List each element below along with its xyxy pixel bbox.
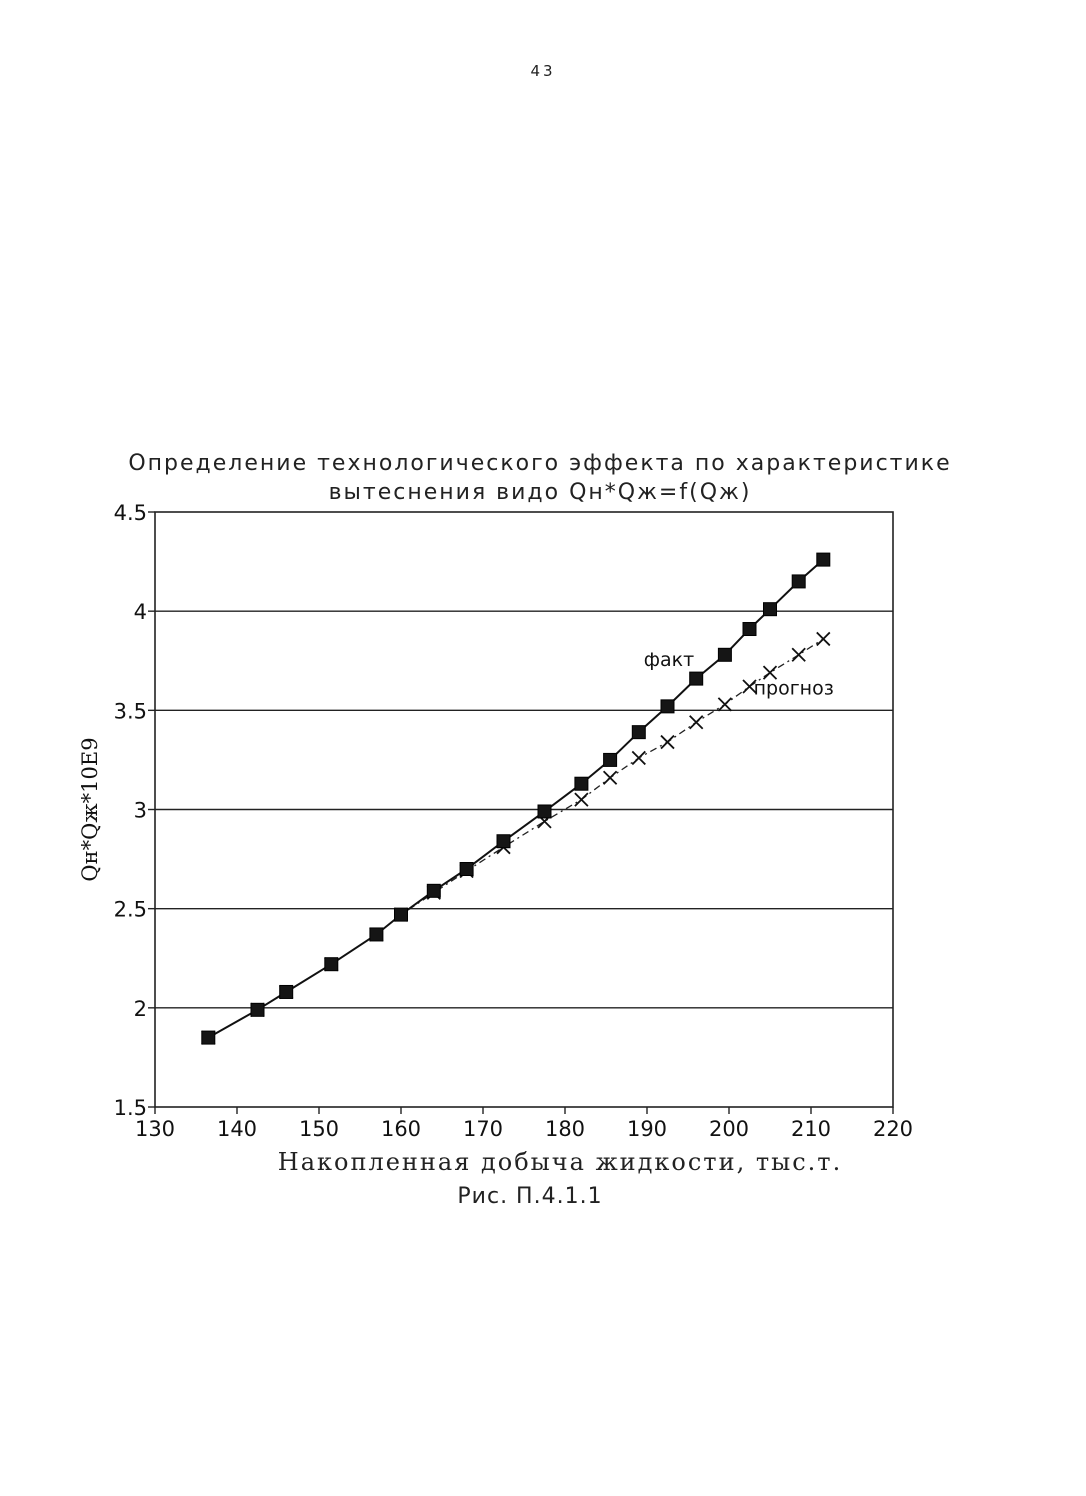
chart-title-line-2: вытеснения видо Qн*Qж=f(Qж) <box>328 480 752 505</box>
annotation-forecast: прогноз <box>753 677 834 700</box>
fact-point <box>575 777 588 790</box>
y-tick-label: 3.5 <box>113 699 147 724</box>
fact-point <box>718 648 731 661</box>
fact-point <box>743 623 756 636</box>
x-tick-label: 180 <box>544 1117 586 1141</box>
y-axis-label: Qн*Qж*10E9 <box>78 737 102 882</box>
fact-point <box>690 672 703 685</box>
fact-point <box>460 863 473 876</box>
fact-point <box>395 908 408 921</box>
y-tick-label: 4 <box>133 600 147 625</box>
forecast-point <box>718 698 731 711</box>
x-tick-label: 200 <box>708 1117 750 1141</box>
fact-point <box>280 985 293 998</box>
x-tick-label: 160 <box>380 1117 422 1141</box>
fact-point <box>538 805 551 818</box>
y-tick-label: 4.5 <box>113 501 147 525</box>
x-axis-label: Накопленная добыча жидкости, тыс.т. <box>277 1148 843 1176</box>
forecast-point <box>604 771 617 784</box>
fact-point <box>325 958 338 971</box>
x-tick-label: 150 <box>298 1117 340 1141</box>
x-tick-label: 190 <box>626 1117 668 1141</box>
fact-point <box>764 603 777 616</box>
forecast-point <box>690 716 703 729</box>
fact-point <box>202 1031 215 1044</box>
fact-point <box>661 700 674 713</box>
chart-title-line-1: Определение технологического эффекта по характеристике <box>128 451 952 476</box>
forecast-point <box>632 751 645 764</box>
fact-point <box>632 726 645 739</box>
x-tick-label: 220 <box>872 1117 914 1141</box>
fact-point <box>817 553 830 566</box>
y-tick-label: 3 <box>133 798 147 823</box>
forecast-point <box>817 632 830 645</box>
fact-point <box>604 753 617 766</box>
series-line-fact <box>208 560 823 1038</box>
page-number: 43 <box>530 62 556 80</box>
forecast-point <box>792 648 805 661</box>
fact-point <box>370 928 383 941</box>
x-tick-label: 130 <box>134 1117 176 1141</box>
fact-point <box>497 835 510 848</box>
x-tick-label: 140 <box>216 1117 258 1141</box>
figure-caption: Рис. П.4.1.1 <box>457 1184 603 1209</box>
annotation-fact: факт <box>643 648 695 671</box>
x-tick-label: 210 <box>790 1117 832 1141</box>
y-tick-label: 1.5 <box>113 1096 147 1120</box>
fact-point <box>792 575 805 588</box>
x-tick-label: 170 <box>462 1117 504 1141</box>
y-tick-label: 2 <box>133 996 147 1021</box>
forecast-point <box>575 793 588 806</box>
forecast-point <box>661 736 674 749</box>
fact-point <box>251 1003 264 1016</box>
y-tick-label: 2.5 <box>113 897 147 922</box>
fact-point <box>427 884 440 897</box>
